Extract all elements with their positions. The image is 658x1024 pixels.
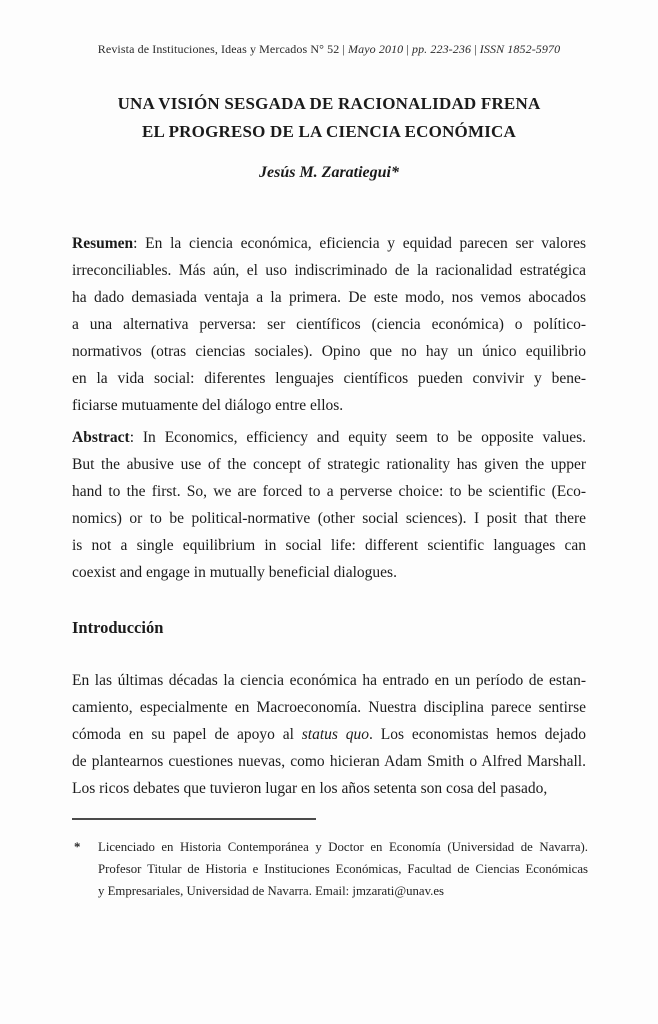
text-line: de plantearnos cuestiones nuevas, como hicieran Adam Smith o Alfred Marshall.: [72, 753, 586, 770]
section-heading-introduccion: Introducción: [72, 618, 164, 637]
footnote: [74, 836, 588, 902]
article-title: [0, 90, 658, 145]
article-title-line-2: EL PROGRESO DE LA CIENCIA ECONÓMICA: [142, 121, 516, 141]
text-line: cómoda en su papel de apoyo al status quo. Los economistas hemos dejado: [72, 726, 586, 743]
resumen-paragraph: [72, 230, 586, 419]
introduction-paragraph: [72, 667, 586, 802]
text-line: normativos (otras ciencias sociales). Opino que no hay un único equilibrio: [72, 343, 586, 360]
text-line: y Empresariales, Universidad de Navarra. Email: jmzarati@unav.es: [98, 884, 445, 898]
journal-header-line: Revista de Instituciones, Ideas y Mercados N° 52 | Mayo 2010 | pp. 223-236 | ISSN 1852-5970: [97, 42, 561, 56]
text-line: camiento, especialmente en Macroeconomía. Nuestra disciplina parece sentirse: [72, 699, 586, 716]
text-line: irreconciliables. Más aún, el uso indiscriminado de la racionalidad estratégica: [72, 262, 586, 279]
article-title-line-1: UNA VISIÓN SESGADA DE RACIONALIDAD FRENA: [117, 94, 541, 113]
text-line: en la vida social: diferentes lenguajes científicos pueden convivir y bene-: [72, 370, 586, 387]
text-line: Licenciado en Historia Contemporánea y Doctor en Economía (Universidad de Navarra).: [98, 840, 588, 854]
text-line: Resumen: En la ciencia económica, eficiencia y equidad parecen ser valores: [72, 235, 586, 252]
text-line: En las últimas décadas la ciencia económica ha entrado en un período de estan-: [72, 672, 586, 689]
text-line: Profesor Titular de Historia e Instituciones Económicas, Facultad de Ciencias Económicas: [98, 862, 588, 876]
text-line: ha dado demasiada ventaja a la primera. De este modo, nos vemos abocados: [72, 289, 586, 306]
footnote-asterisk-marker: *: [74, 840, 81, 854]
text-line: Abstract: In Economics, efficiency and equity seem to be opposite values.: [72, 429, 586, 446]
footnote-divider-rule: [72, 818, 316, 820]
text-line: hand to the first. So, we are forced to a perverse choice: to be scientific (Eco-: [72, 483, 586, 500]
text-line: Los ricos debates que tuvieron lugar en los años setenta son cosa del pasado,: [72, 780, 548, 797]
text-line: a una alternativa perversa: ser científicos (ciencia económica) o político-: [72, 316, 586, 333]
text-line: coexist and engage in mutually beneficial dialogues.: [72, 564, 397, 581]
footnote-text: [98, 836, 588, 902]
author-name: Jesús M. Zaratiegui*: [258, 164, 399, 181]
text-line: But the abusive use of the concept of strategic rationality has given the upper: [72, 456, 586, 473]
text-line: ficiarse mutuamente del diálogo entre ellos.: [72, 397, 344, 414]
text-line: is not a single equilibrium in social life: different scientific languages can: [72, 537, 586, 554]
text-line: nomics) or to be political-normative (other social sciences). I posit that there: [72, 510, 586, 527]
abstract-paragraph: [72, 424, 586, 586]
